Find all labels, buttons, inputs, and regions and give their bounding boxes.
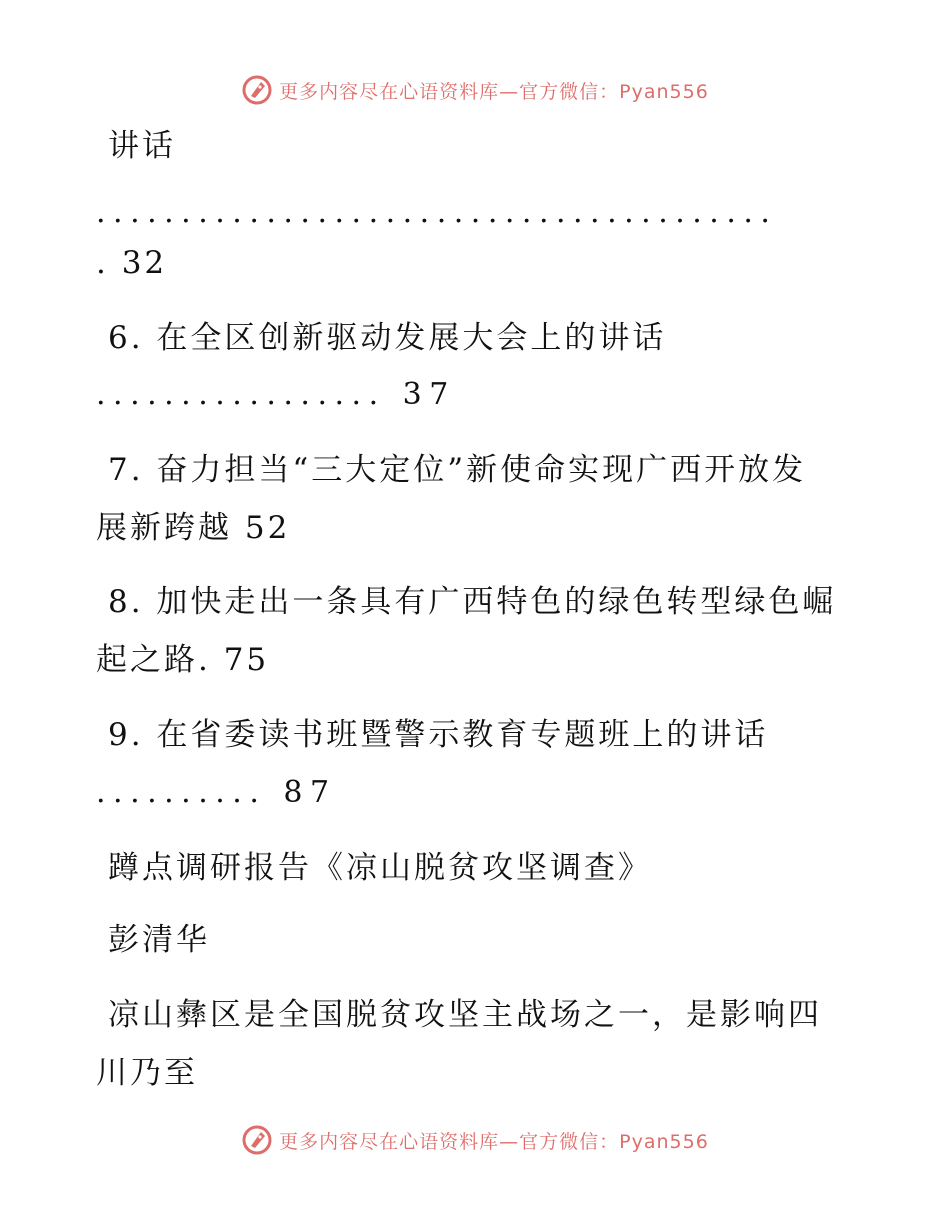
pen-nib-logo-icon	[241, 74, 273, 106]
toc-item-7-continued: 展新跨越 52	[96, 510, 291, 546]
body-paragraph-line-1: 凉山彝区是全国脱贫攻坚主战场之一，是影响四	[108, 997, 822, 1033]
watermark-header	[0, 70, 950, 110]
toc-leader-dots: ........................................	[96, 195, 778, 230]
author-name: 彭清华	[108, 922, 210, 958]
toc-item-8: 8. 加快走出一条具有广西特色的绿色转型绿色崛	[108, 584, 837, 620]
pen-nib-logo-icon	[241, 1124, 273, 1156]
toc-item-6-leader: ................. 37	[96, 377, 456, 412]
toc-line-speech: 讲话	[108, 128, 176, 164]
body-paragraph-line-2: 川乃至	[96, 1055, 198, 1091]
toc-page-number: . 32	[96, 245, 168, 281]
watermark-text: 更多内容尽在心语资料库—官方微信：Pyan556	[279, 1130, 709, 1153]
toc-item-6: 6. 在全区创新驱动发展大会上的讲话	[108, 320, 667, 356]
toc-item-7: 7. 奋力担当“三大定位”新使命实现广西开放发	[108, 452, 807, 488]
section-title: 蹲点调研报告《凉山脱贫攻坚调查》	[108, 850, 652, 886]
watermark-footer	[0, 1120, 950, 1160]
toc-item-9: 9. 在省委读书班暨警示教育专题班上的讲话	[108, 717, 769, 753]
watermark-text: 更多内容尽在心语资料库—官方微信：Pyan556	[279, 80, 709, 103]
toc-item-8-continued: 起之路. 75	[96, 642, 270, 678]
toc-item-9-leader: .......... 87	[96, 775, 337, 810]
